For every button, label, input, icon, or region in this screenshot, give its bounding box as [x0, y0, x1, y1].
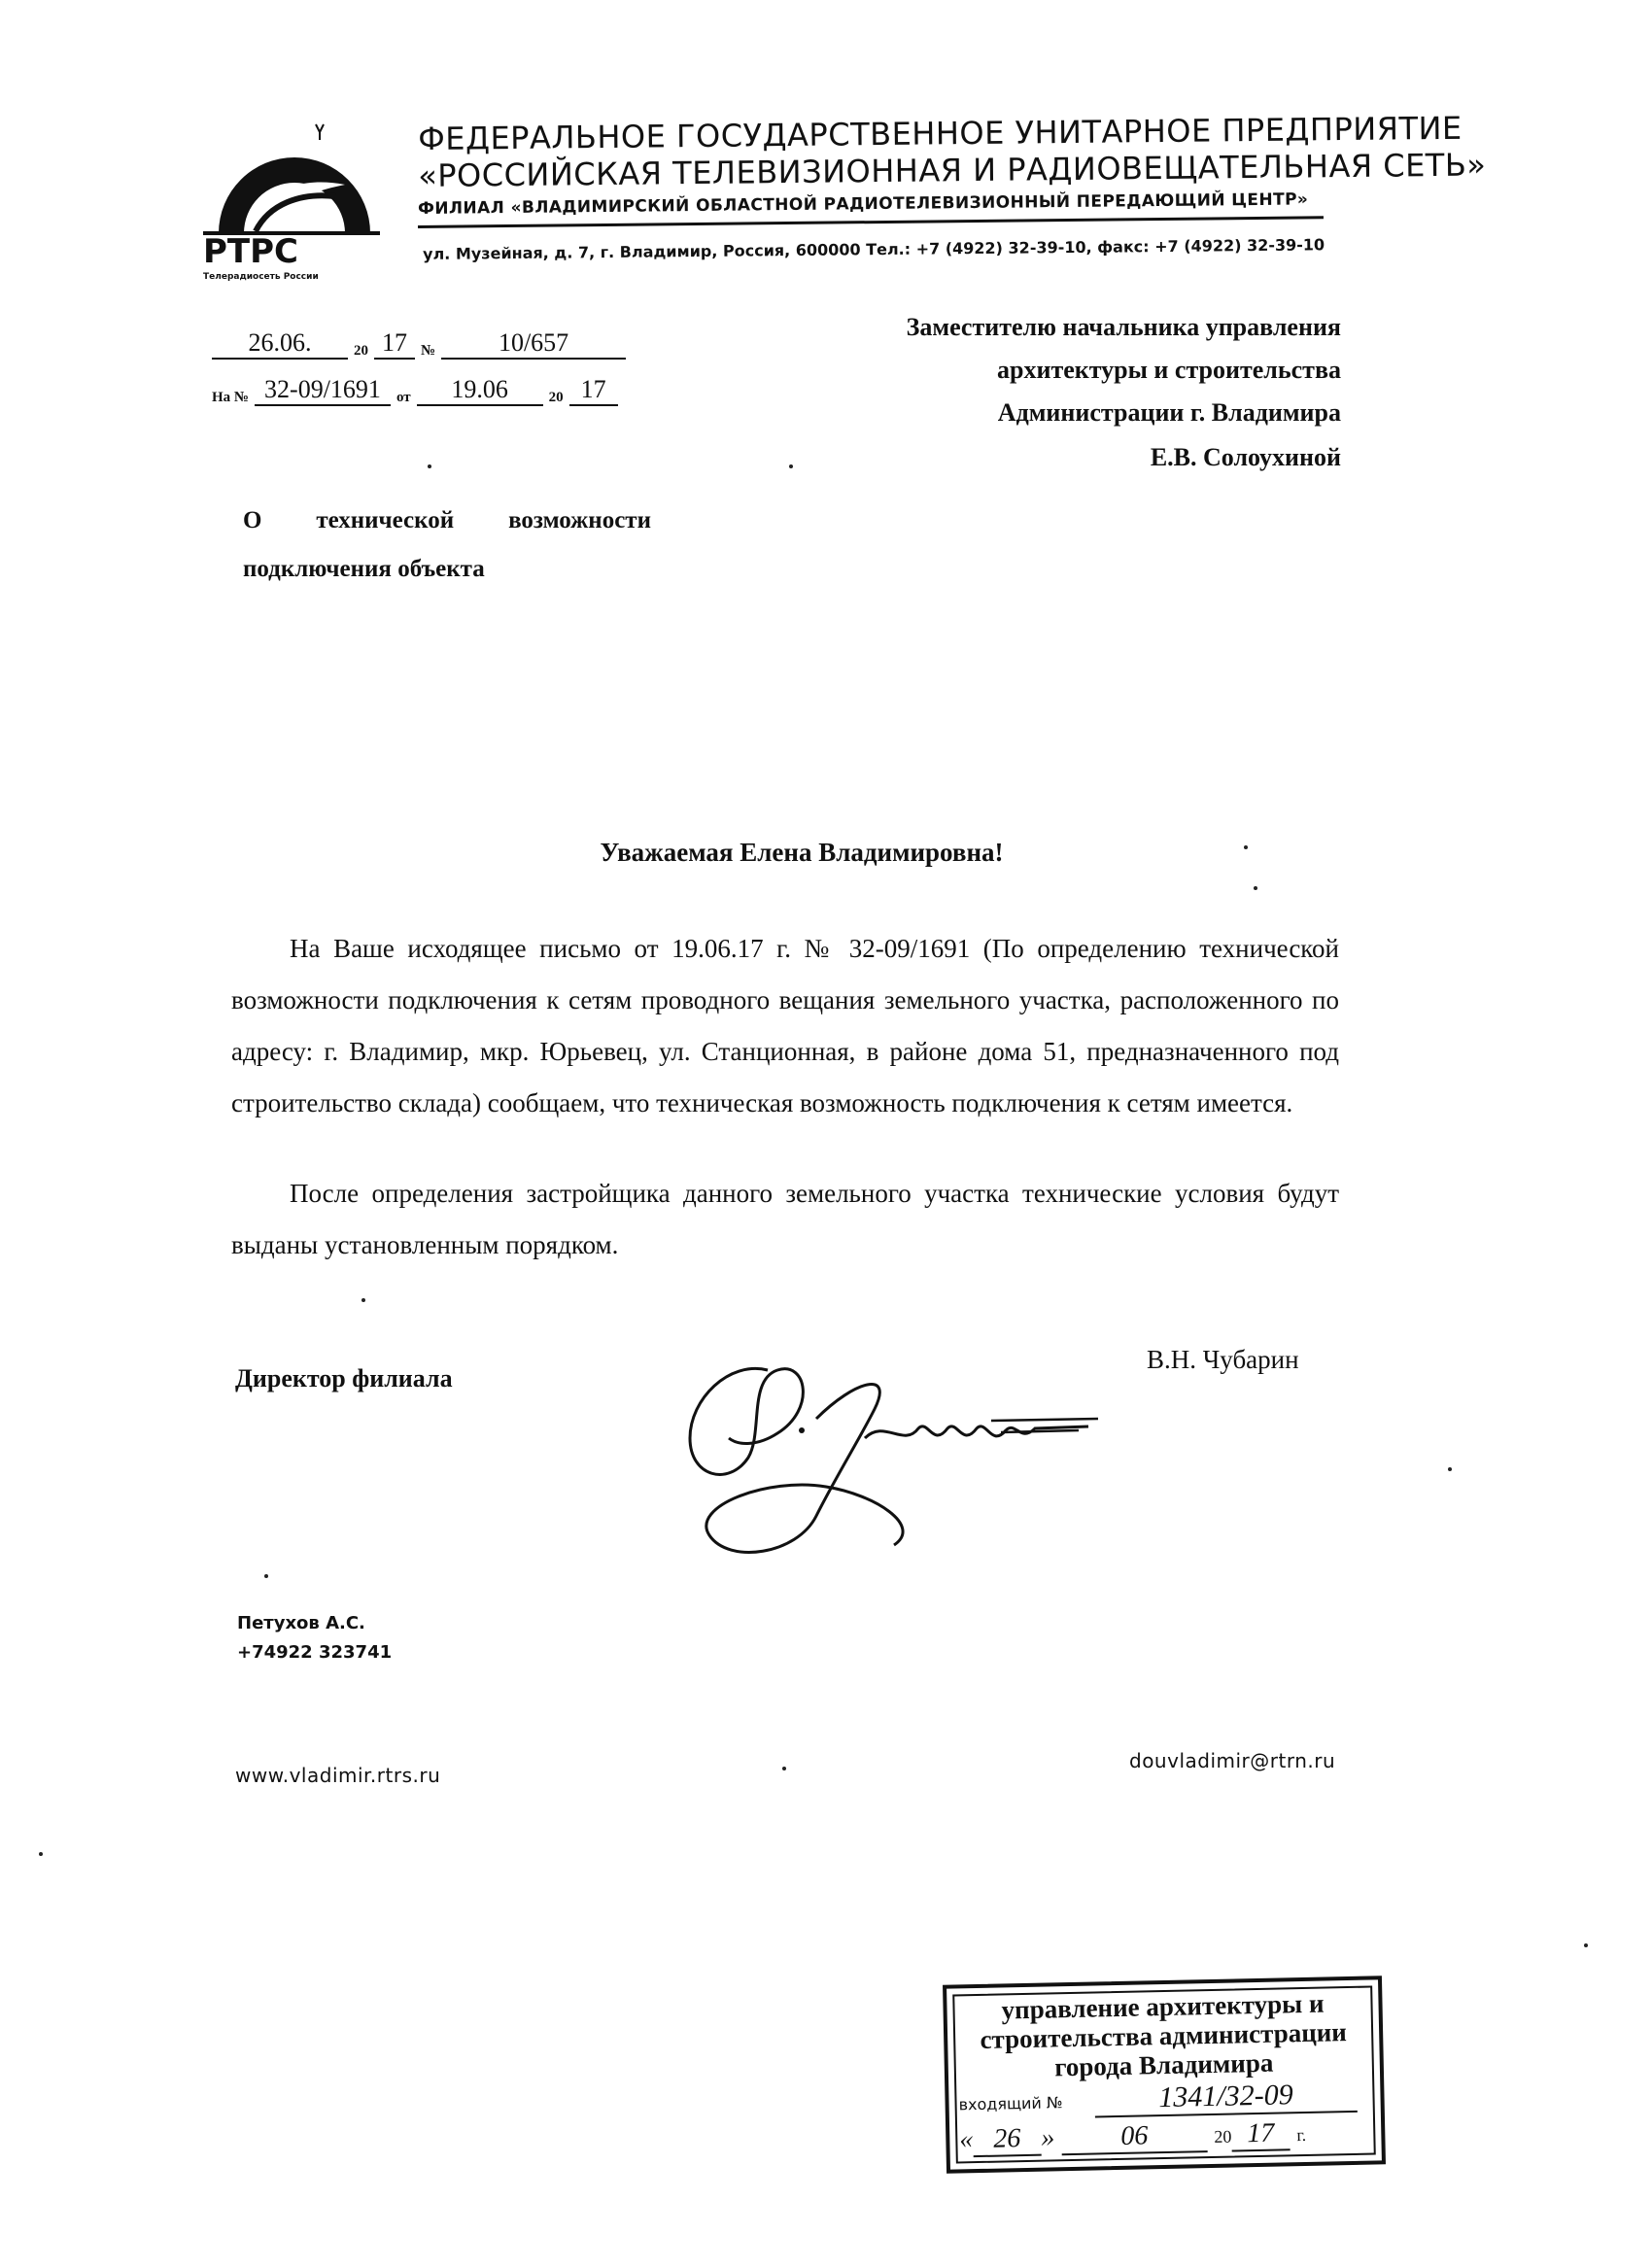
- addressee-line3: Администрации г. Владимира: [997, 398, 1341, 427]
- letterhead-divider: [418, 216, 1324, 228]
- outgoing-year: 17: [374, 328, 415, 360]
- footer-website: www.vladimir.rtrs.ru: [235, 1764, 441, 1787]
- subject-word1: О: [243, 507, 262, 533]
- outgoing-number-label: №: [421, 343, 436, 359]
- stamp-year: 17: [1231, 2117, 1291, 2151]
- reply-date: 19.06: [417, 375, 543, 406]
- logo-text: РТРС: [203, 232, 298, 271]
- reply-year: 17: [569, 375, 618, 406]
- stamp-date: « 26 » 06 20 17 г.: [959, 2115, 1378, 2157]
- incoming-stamp: [943, 1976, 1386, 2173]
- reply-number: 32-09/1691: [255, 375, 391, 406]
- outgoing-reference: [212, 328, 626, 360]
- reply-reference: [212, 375, 618, 406]
- subject-line2: подключения объекта: [243, 556, 485, 582]
- subject-line1: [243, 507, 651, 534]
- scan-speck: [428, 464, 431, 468]
- reply-year-prefix: 20: [548, 390, 564, 405]
- scan-speck: [782, 1767, 786, 1770]
- stamp-month: 06: [1061, 2119, 1208, 2155]
- letterhead-address: ул. Музейная, д. 7, г. Владимир, Россия, 600000 Тел.: +7 (4922) 32-39-10, факс: +7 (4922) 32-39-10: [423, 235, 1325, 263]
- stamp-line1: управление архитектуры и: [1001, 1988, 1325, 2025]
- scan-speck: [1254, 886, 1257, 890]
- stamp-suffix: г.: [1296, 2124, 1307, 2146]
- scan-speck: [264, 1574, 268, 1578]
- outgoing-year-prefix: 20: [354, 343, 368, 359]
- stamp-day: 26: [973, 2123, 1042, 2157]
- greeting: Уважаемая Елена Владимировна!: [600, 838, 1004, 867]
- stamp-incoming-label: входящий №: [958, 2093, 1063, 2114]
- stamp-year-prefix: 20: [1214, 2126, 1232, 2147]
- scan-speck: [1584, 1943, 1588, 1947]
- stamp-incoming-number: 1341/32-09: [1094, 2078, 1358, 2118]
- scan-speck: [39, 1852, 43, 1856]
- addressee-line2: архитектуры и строительства: [997, 356, 1341, 384]
- executor-name: Петухов А.С.: [237, 1613, 365, 1633]
- addressee-line4: Е.В. Солоухиной: [1150, 443, 1341, 471]
- stamp-line2: строительства администрации: [980, 2017, 1348, 2054]
- scan-speck: [789, 464, 793, 468]
- scan-speck: [1448, 1467, 1452, 1471]
- scan-speck: [1244, 845, 1248, 849]
- logo-tagline: Телерадиосеть России: [203, 272, 319, 282]
- outgoing-number: 10/657: [441, 328, 626, 360]
- subject-word3: возможности: [508, 507, 651, 533]
- stamp-line3: города Владимира: [1053, 2047, 1274, 2082]
- reply-label: На №: [212, 390, 249, 405]
- handwritten-signature: [671, 1341, 1176, 1574]
- rtrs-logo: [199, 117, 384, 282]
- signatory-role: Директор филиала: [235, 1364, 453, 1392]
- addressee-line1: Заместителю начальника управления: [906, 313, 1341, 341]
- outgoing-date: 26.06.: [212, 328, 348, 360]
- scan-speck: [361, 1298, 365, 1302]
- reply-from-label: от: [396, 390, 411, 405]
- subject-word2: технической: [316, 507, 455, 533]
- body-paragraph-1: На Ваше исходящее письмо от 19.06.17 г. № 32-09/1691 (По определению технической возможности подключения к сетям проводного вещания земельного участка, расположенного по адресу: г. Владимир, мкр. Юрьевец, ул. Станционная, в районе дома 51, предназначенного под строительство склада) сообщаем, что техническая возможность подключения к сетям имеется.: [231, 934, 1339, 1117]
- executor-phone: +74922 323741: [237, 1642, 393, 1663]
- signatory-name: В.Н. Чубарин: [1147, 1345, 1299, 1374]
- body-paragraph-2: После определения застройщика данного земельного участка технические условия будут выданы установленным порядком.: [231, 1179, 1339, 1259]
- org-name-line2: «РОССИЙСКАЯ ТЕЛЕВИЗИОННАЯ И РАДИОВЕЩАТЕЛЬНАЯ СЕТЬ»: [418, 146, 1487, 194]
- org-name-line1: ФЕДЕРАЛЬНОЕ ГОСУДАРСТВЕННОЕ УНИТАРНОЕ ПРЕДПРИЯТИЕ: [418, 109, 1463, 157]
- branch-name: ФИЛИАЛ «ВЛАДИМИРСКИЙ ОБЛАСТНОЙ РАДИОТЕЛЕВИЗИОННЫЙ ПЕРЕДАЮЩИЙ ЦЕНТР»: [418, 189, 1309, 219]
- footer-email: douvladimir@rtrn.ru: [1129, 1749, 1336, 1772]
